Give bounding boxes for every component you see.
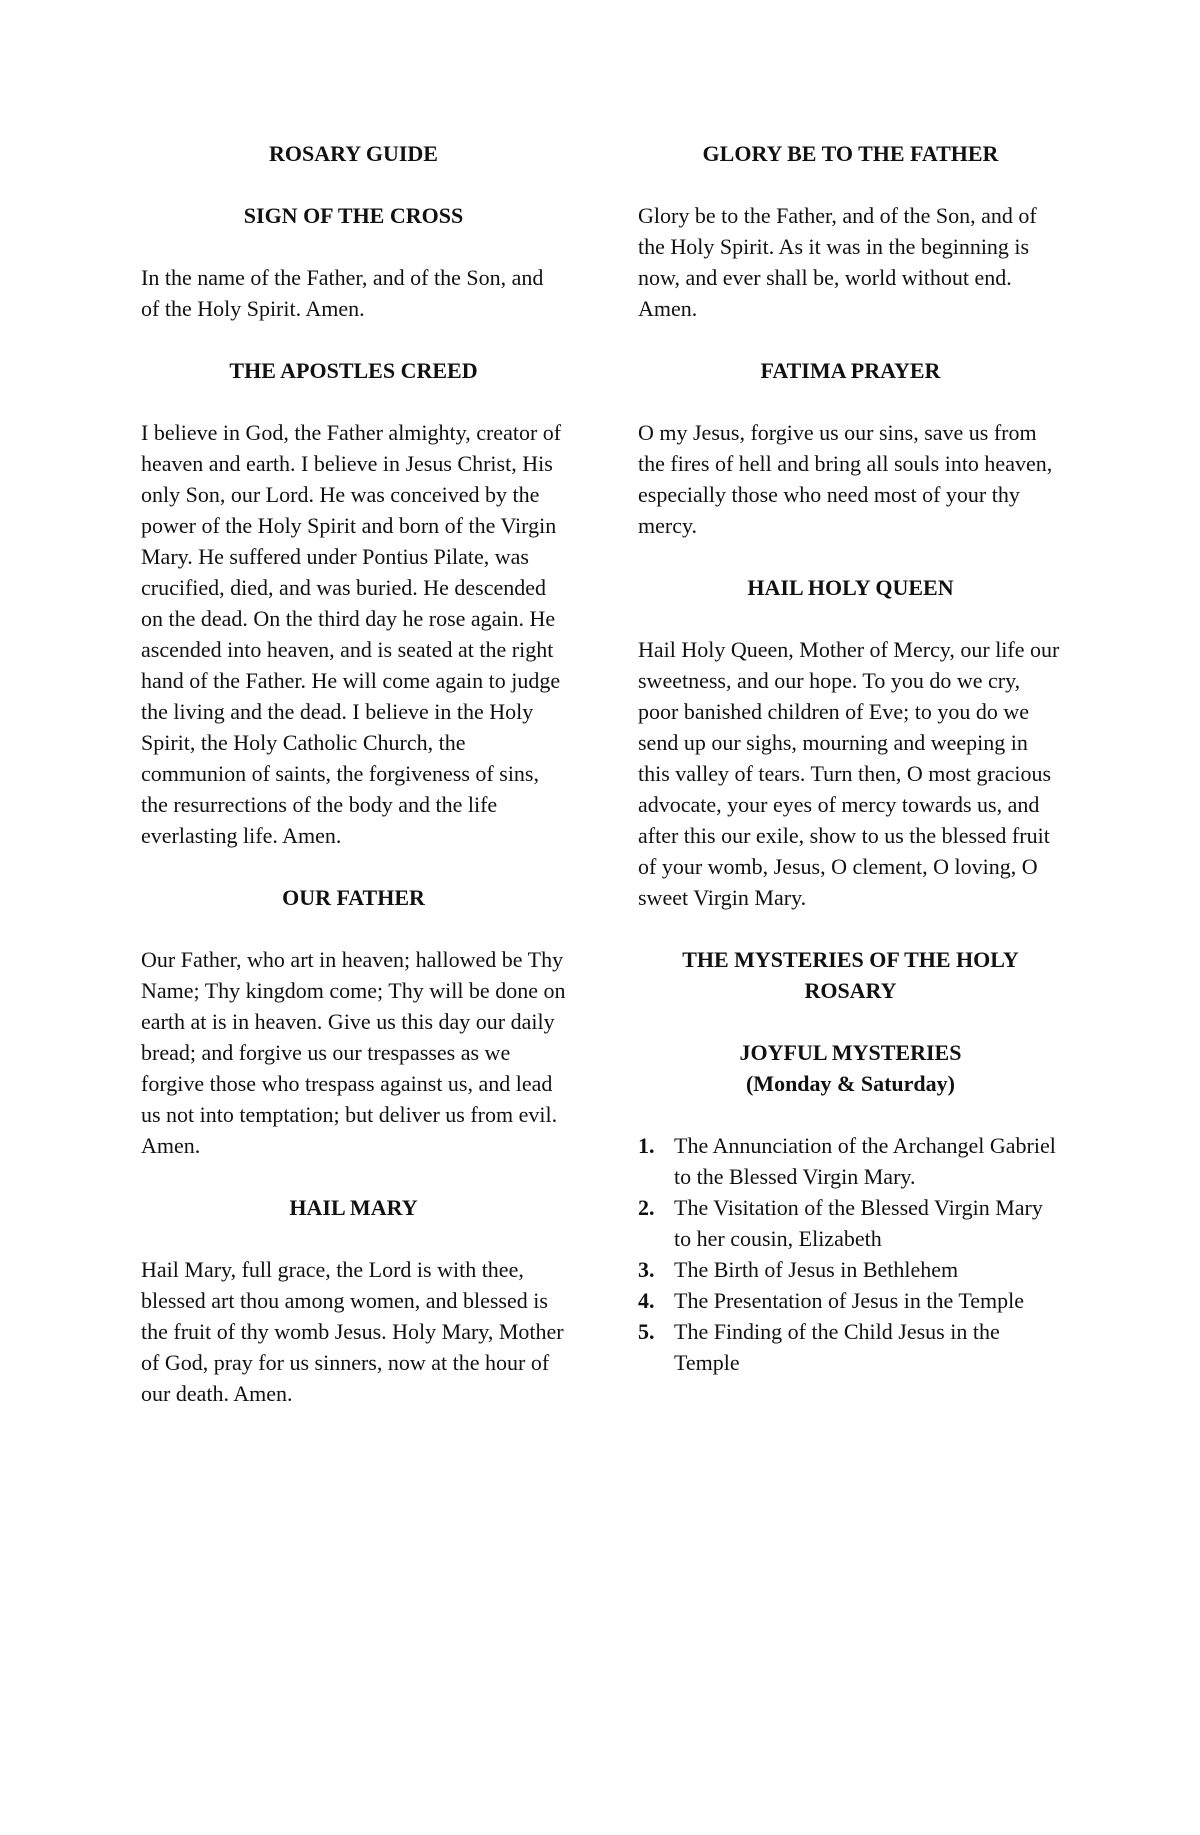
- list-item-text: The Birth of Jesus in Bethlehem: [674, 1257, 959, 1282]
- list-item-text: The Finding of the Child Jesus in the Temple: [674, 1319, 1000, 1375]
- our-father-text: Our Father, who art in heaven; hallowed be Thy Name; Thy kingdom come; Thy will be done on earth at is in heaven. Give us this day our daily bread; and forgive us our trespasses as we forgive those who trespass against us, and lead us not into temptation; but deliver us from evil. Amen.: [141, 947, 566, 1158]
- list-item-number: 2.: [638, 1195, 655, 1220]
- list-item-number: 3.: [638, 1257, 655, 1282]
- fatima-prayer-text: O my Jesus, forgive us our sins, save us from the fires of hell and bring all souls into heaven, especially those who need most of your thy mercy.: [638, 420, 1053, 538]
- glory-be-heading: GLORY BE TO THE FATHER: [702, 141, 999, 166]
- hail-holy-queen-text: Hail Holy Queen, Mother of Mercy, our life our sweetness, and our hope. To you do we cry, poor banished children of Eve; to you do we send up our sighs, mourning and weeping in this valley of tears. Turn then, O most gracious advocate, your eyes of mercy towards us, and after this our exile, show to us the blessed fruit of your womb, Jesus, O clement, O loving, O sweet Virgin Mary.: [638, 637, 1060, 910]
- list-item-number: 1.: [638, 1133, 655, 1158]
- joyful-mysteries-list: [638, 1130, 1063, 1378]
- list-item-number: 4.: [638, 1288, 655, 1313]
- hail-mary-text: Hail Mary, full grace, the Lord is with thee, blessed art thou among women, and blessed is the fruit of thy womb Jesus. Holy Mary, Mother of God, pray for us sinners, now at the hour of our death. Amen.: [141, 1257, 564, 1406]
- our-father-heading: OUR FATHER: [282, 885, 425, 910]
- list-item: [638, 1192, 1063, 1254]
- apostles-creed-text: I believe in God, the Father almighty, creator of heaven and earth. I believe in Jesus Christ, His only Son, our Lord. He was conceived by the power of the Holy Spirit and born of the Virgin Mary. He suffered under Pontius Pilate, was crucified, died, and was buried. He descended on the dead. On the third day he rose again. He ascended into heaven, and is seated at the right hand of the Father. He will come again to judge the living and the dead. I believe in the Holy Spirit, the Holy Catholic Church, the communion of saints, the forgiveness of sins, the resurrections of the body and the life everlasting life. Amen.: [141, 420, 562, 848]
- list-item: [638, 1130, 1063, 1192]
- list-item-text: The Presentation of Jesus in the Temple: [674, 1288, 1024, 1313]
- mysteries-heading: THE MYSTERIES OF THE HOLY ROSARY: [682, 947, 1019, 1003]
- apostles-creed-heading: THE APOSTLES CREED: [229, 358, 478, 383]
- list-item-text: The Visitation of the Blessed Virgin Mary to her cousin, Elizabeth: [674, 1195, 1043, 1251]
- fatima-prayer-heading: FATIMA PRAYER: [760, 358, 941, 383]
- joyful-mysteries-heading: JOYFUL MYSTERIES: [739, 1040, 962, 1065]
- hail-holy-queen-heading: HAIL HOLY QUEEN: [747, 575, 954, 600]
- left-column: [141, 138, 566, 1440]
- hail-mary-heading: HAIL MARY: [289, 1195, 418, 1220]
- list-item-number: 5.: [638, 1319, 655, 1344]
- list-item: [638, 1285, 1063, 1316]
- glory-be-text: Glory be to the Father, and of the Son, and of the Holy Spirit. As it was in the beginning is now, and ever shall be, world without end. Amen.: [638, 203, 1037, 321]
- right-column: [638, 138, 1063, 1378]
- page-title: ROSARY GUIDE: [269, 141, 438, 166]
- sign-of-cross-text: In the name of the Father, and of the Son, and of the Holy Spirit. Amen.: [141, 265, 544, 321]
- list-item: [638, 1316, 1063, 1378]
- sign-of-cross-heading: SIGN OF THE CROSS: [243, 203, 464, 228]
- joyful-mysteries-days: (Monday & Saturday): [745, 1071, 955, 1096]
- list-item-text: The Annunciation of the Archangel Gabriel to the Blessed Virgin Mary.: [674, 1133, 1056, 1189]
- list-item: [638, 1254, 1063, 1285]
